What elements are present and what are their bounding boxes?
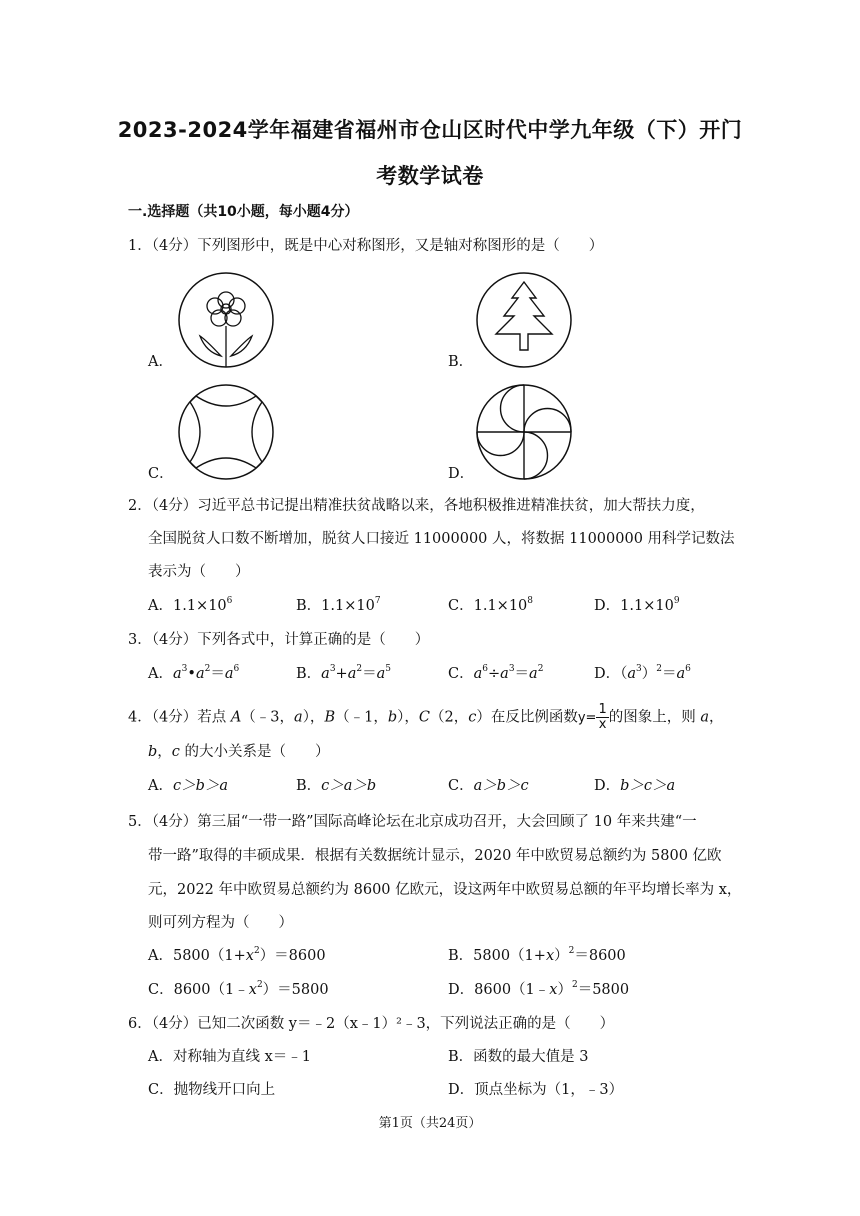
q3-stem: 3．（4分）下列各式中，计算正确的是（ ） bbox=[128, 632, 430, 648]
q2-option-a: A．$1.1\times 10^6$ bbox=[148, 596, 233, 614]
q3-option-c: C．$a^6\div a^3=a^2$ bbox=[448, 664, 544, 682]
q3-option-b: B．$a^3+a^2=a^5$ bbox=[296, 664, 391, 682]
q5-option-a: A．$5800(1+x^2)=8600$ bbox=[148, 946, 326, 964]
q6-option-c: C．抛物线开口向上 bbox=[148, 1082, 276, 1098]
doc-title-line2: 考数学试卷 bbox=[376, 164, 484, 188]
q5-option-b: B．$5800(1+x)^2=8600$ bbox=[448, 946, 626, 964]
q2-option-d: D．$1.1\times 10^9$ bbox=[594, 596, 680, 614]
q1-option-a-label: A． bbox=[148, 354, 173, 370]
pinwheel-circle-figure bbox=[474, 382, 574, 482]
q4-option-a: A．c＞b＞a bbox=[148, 778, 229, 794]
q3-option-a: A．$a^3•a^2=a^6$ bbox=[148, 664, 240, 682]
q5-option-c: C．$8600(1﹣x^2)=5800$ bbox=[148, 980, 329, 998]
q5-stem-line3: 元，2022 年中欧贸易总额约为 8600 亿欧元，设这两年中欧贸易总额的年平均增长率为 x， bbox=[148, 882, 742, 898]
q2-option-b: B．$1.1\times 10^7$ bbox=[296, 596, 381, 614]
q6-option-d: D．顶点坐标为（1，﹣3） bbox=[448, 1082, 624, 1098]
q4-option-c: C．a＞b＞c bbox=[448, 778, 529, 794]
q1-option-d-label: D． bbox=[448, 466, 475, 482]
q3-option-d: D．$(a^3)^2=a^6$ bbox=[594, 664, 691, 682]
q2-option-c: C．$1.1\times 10^8$ bbox=[448, 596, 534, 614]
q6-stem: 6．（4分）已知二次函数 y＝﹣2（x﹣1）²﹣3，下列说法正确的是（ ） bbox=[128, 1016, 615, 1032]
q1-stem: 1．（4分）下列图形中，既是中心对称图形，又是轴对称图形的是（ ） bbox=[128, 238, 604, 254]
page-footer: 第1页（共24页） bbox=[378, 1116, 482, 1131]
q2-stem-line2: 全国脱贫人口数不断增加，脱贫人口接近 11000000 人，将数据 11000000 用科学记数法 bbox=[148, 531, 735, 547]
q2-stem-line3: 表示为（ ） bbox=[148, 564, 250, 580]
q4-stem-line1: 4．（4分）若点 A（﹣3，a），B（﹣1，b），C（2，c）在反比例函数y= $\frac{1}{x}$ 的图象上，则 a， bbox=[128, 702, 724, 732]
q4-stem-line2: b，c 的大小关系是（ ） bbox=[148, 744, 330, 760]
flower-circle-figure bbox=[176, 270, 276, 370]
q5-stem-line4: 则可列方程为（ ） bbox=[148, 915, 293, 931]
q5-stem-line2: 带一路”取得的丰硕成果．根据有关数据统计显示，2020 年中欧贸易总额约为 5800 亿欧 bbox=[148, 848, 722, 864]
concave-square-circle-figure bbox=[176, 382, 276, 482]
q5-option-d: D．8600（1﹣x）$^2$＝5800 bbox=[448, 980, 630, 998]
q4-fraction: $\frac{1}{x}$ bbox=[598, 702, 607, 732]
tree-circle-figure bbox=[474, 270, 574, 370]
q2-stem-line1: 2．（4分）习近平总书记提出精准扶贫战略以来，各地积极推进精准扶贫，加大帮扶力度， bbox=[128, 498, 705, 514]
q6-option-a: A．对称轴为直线 x＝﹣1 bbox=[148, 1049, 311, 1065]
doc-title-line1: 2023-2024学年福建省福州市仓山区时代中学九年级（下）开门 bbox=[117, 118, 743, 142]
section-heading: 一.选择题（共10小题，每小题4分） bbox=[128, 204, 359, 220]
q5-stem-line1: 5．（4分）第三届“一带一路”国际高峰论坛在北京成功召开，大会回顾了 10 年来共建“一 bbox=[128, 814, 697, 830]
q6-option-b: B．函数的最大值是 3 bbox=[448, 1049, 589, 1065]
q4-option-b: B．c＞a＞b bbox=[296, 778, 377, 794]
q1-option-b-label: B． bbox=[448, 354, 474, 370]
q4-option-d: D．b＞c＞a bbox=[594, 778, 676, 794]
q1-option-c-label: C． bbox=[148, 466, 174, 482]
